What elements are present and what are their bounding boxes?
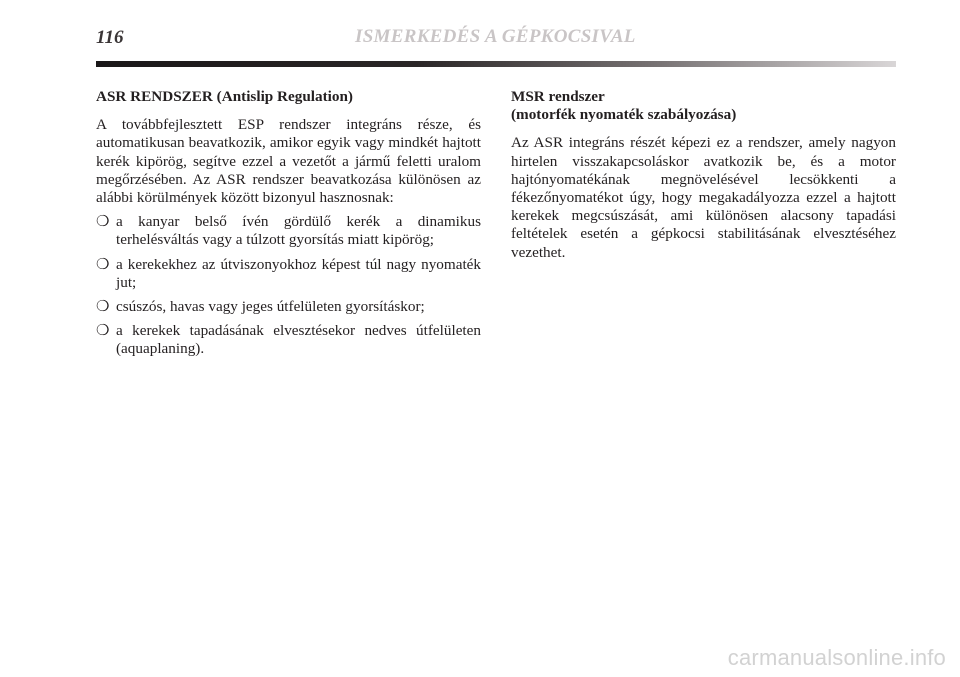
msr-heading-subtitle: (motorfék nyomaték szabályozása) <box>511 106 737 124</box>
circle-bullet-icon: ❍ <box>96 323 110 340</box>
msr-heading-title: MSR rendszer <box>511 88 605 105</box>
watermark: carmanualsonline.info <box>727 645 946 670</box>
asr-intro-paragraph: A továbbfejlesztett ESP rendszer integráns része, és automatikusan beavatkozik, amikor egyik vagy mindkét hajtott kerék kipörög, segítve ezzel a vezetőt a jármű feletti uralom megőrzésében. Az ASR rendszer beavatkozása különösen az alábbi körülmények között bizonyul hasznosnak: <box>96 116 481 207</box>
left-column <box>96 88 481 365</box>
running-title: ISMERKEDÉS A GÉPKOCSIVAL <box>355 26 636 47</box>
list-item-text: csúszós, havas vagy jeges útfelületen gyorsításkor; <box>116 298 425 316</box>
header-rule <box>96 61 896 67</box>
list-item-text: a kerekek tapadásának elvesztésekor nedves útfelületen (aquaplaning). <box>116 322 481 358</box>
msr-body-paragraph: Az ASR integráns részét képezi ez a rendszer, amely nagyon hirtelen visszakapcsoláskor avatkozik be, és a motor hajtónyomatékának megnövelésével lecsökkenti a fékezőnyomatékot úgy, hogy megakadályozza ezzel a hajtott kerekek megcsúszását, ami különösen alacsony tapadási feltételek esetén a gépkocsi stabilitásának elvesztéséhez vezethet. <box>511 134 896 261</box>
list-item <box>96 256 481 292</box>
list-item-text: a kerekekhez az útviszonyokhoz képest túl nagy nyomaték jut; <box>116 255 481 291</box>
circle-bullet-icon: ❍ <box>96 214 110 231</box>
msr-heading <box>511 88 896 124</box>
circle-bullet-icon: ❍ <box>96 299 110 316</box>
list-item <box>96 298 481 316</box>
list-item <box>96 213 481 249</box>
asr-conditions-list <box>96 213 481 358</box>
circle-bullet-icon: ❍ <box>96 256 110 273</box>
list-item <box>96 322 481 358</box>
page-number: 116 <box>96 27 124 48</box>
right-column <box>511 88 896 268</box>
list-item-text: a kanyar belső ívén gördülő kerék a dinamikus terhelésváltás vagy a túlzott gyorsítás miatt kipörög; <box>116 213 481 249</box>
asr-heading: ASR RENDSZER (Antislip Regulation) <box>96 88 353 105</box>
